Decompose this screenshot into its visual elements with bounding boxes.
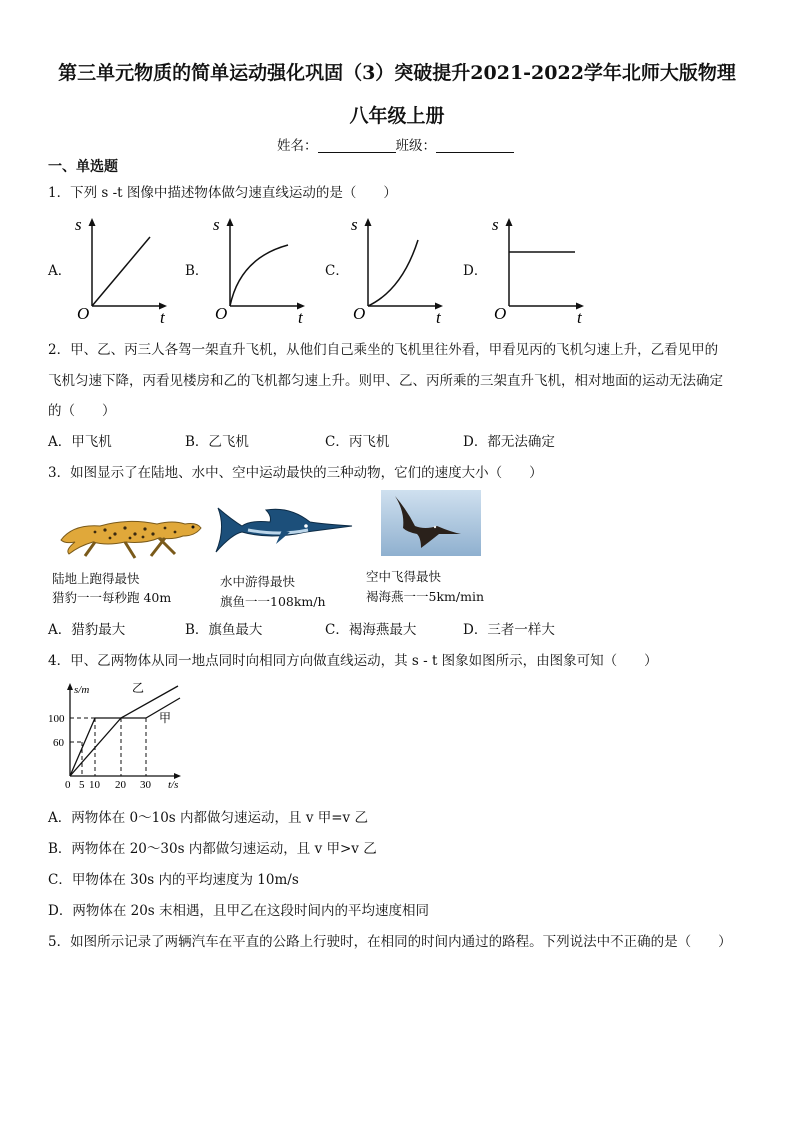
q1-c-axis-s: s: [351, 215, 358, 234]
marlin-caption-1: 水中游得最快: [220, 574, 296, 589]
q2-option-b[interactable]: B．乙飞机: [185, 434, 249, 450]
petrel-icon: [381, 490, 481, 556]
q4-x-tick-30: 30: [140, 779, 151, 791]
student-info: [277, 134, 514, 154]
q1-option-b-label[interactable]: B．: [185, 263, 209, 279]
q4-y-axis-label: s/m: [74, 684, 90, 696]
section-heading: 一、单选题: [48, 159, 118, 175]
q1-d-axis-t: t: [577, 308, 582, 325]
question-3-stem: 3．如图显示了在陆地、水中、空中运动最快的三种动物，它们的速度大小（ ）: [48, 465, 543, 481]
q4-x-tick-0: 0: [65, 779, 71, 791]
cheetah-caption-1: 陆地上跑得最快: [52, 571, 140, 586]
name-blank[interactable]: [318, 140, 396, 153]
class-blank[interactable]: [436, 140, 514, 153]
q2-option-c[interactable]: C．丙飞机: [325, 434, 390, 450]
q3-option-c[interactable]: C．褐海燕最大: [325, 622, 417, 638]
q4-option-a[interactable]: A．两物体在 0～10s 内都做匀速运动，且 v 甲=v 乙: [48, 810, 368, 826]
question-2-line-3: 的（ ）: [48, 403, 116, 419]
q1-b-axis-s: s: [213, 215, 220, 234]
q4-x-tick-5: 5: [79, 779, 85, 791]
q1-a-axis-t: t: [160, 308, 165, 325]
q1-c-origin: O: [353, 304, 366, 323]
q4-option-d[interactable]: D．两物体在 20s 末相遇，且甲乙在这段时间内的平均速度相同: [48, 903, 430, 919]
q4-x-tick-20: 20: [115, 779, 126, 791]
q4-option-b[interactable]: B．两物体在 20～30s 内都做匀速运动，且 v 甲>v 乙: [48, 841, 377, 857]
question-1-stem: 1．下列 s -t 图像中描述物体做匀速直线运动的是（ ）: [48, 185, 397, 201]
q1-graph-c: [346, 210, 456, 325]
question-5-stem: 5．如图所示记录了两辆汽车在平直的公路上行驶时，在相同的时间内通过的路程。下列说法中不正确的是（ ）: [48, 934, 732, 950]
q3-option-b[interactable]: B．旗鱼最大: [185, 622, 263, 638]
q1-graph-a: [70, 210, 180, 325]
class-label: 班级：: [395, 138, 436, 154]
question-2-line-2: 飞机匀速下降，丙看见楼房和乙的飞机都匀速上升。则甲、乙、丙所乘的三架直升飞机，相对地面的运动无法确定: [48, 373, 723, 389]
q4-option-c[interactable]: C．甲物体在 30s 内的平均速度为 10m/s: [48, 872, 299, 888]
q1-a-origin: O: [77, 304, 90, 323]
q2-option-d[interactable]: D．都无法确定: [463, 434, 555, 450]
question-2-line-1: 2．甲、乙、丙三人各驾一架直升飞机，从他们自己乘坐的飞机里往外看，甲看见丙的飞机匀速上升，乙看见甲的: [48, 342, 719, 358]
petrel-caption-2: 褐海燕一一5km/min: [366, 589, 484, 604]
q1-b-origin: O: [215, 304, 228, 323]
q1-b-axis-t: t: [298, 308, 303, 325]
cheetah-caption-2: 猎豹一一每秒跑 40m: [52, 590, 172, 605]
q4-y-tick-100: 100: [48, 713, 65, 725]
q1-d-origin: O: [494, 304, 507, 323]
q1-option-a-label[interactable]: A．: [48, 263, 72, 279]
question-4-stem: 4．甲、乙两物体从同一地点同时向相同方向做直线运动，其 s - t 图象如图所示，由图象可知（ ）: [48, 653, 658, 669]
q3-option-d[interactable]: D．三者一样大: [463, 622, 555, 638]
marlin-caption-2: 旗鱼一一108km/h: [220, 594, 326, 609]
q4-st-graph: [46, 676, 191, 791]
cheetah-icon: [55, 510, 205, 562]
name-label: 姓名：: [277, 138, 318, 154]
q1-graph-d: [487, 210, 597, 325]
q3-option-a[interactable]: A．猎豹最大: [48, 622, 126, 638]
page-title: 第三单元物质的简单运动强化巩固（3）突破提升2021-2022学年北师大版物理: [58, 62, 736, 84]
q4-x-axis-label: t/s: [168, 779, 179, 791]
q4-y-tick-60: 60: [53, 737, 64, 749]
q2-option-a[interactable]: A．甲飞机: [48, 434, 112, 450]
q4-series-yi-label: 乙: [132, 681, 145, 695]
q4-x-tick-10: 10: [89, 779, 100, 791]
q1-graph-b: [208, 210, 318, 325]
page-subtitle: 八年级上册: [349, 105, 445, 127]
q1-a-axis-s: s: [75, 215, 82, 234]
q4-series-jia-label: 甲: [159, 711, 172, 725]
q1-c-axis-t: t: [436, 308, 441, 325]
petrel-caption-1: 空中飞得最快: [366, 569, 442, 584]
q1-option-d-label[interactable]: D．: [463, 263, 488, 279]
q1-d-axis-s: s: [492, 215, 499, 234]
q1-option-c-label[interactable]: C．: [325, 263, 349, 279]
marlin-icon: [210, 500, 355, 558]
